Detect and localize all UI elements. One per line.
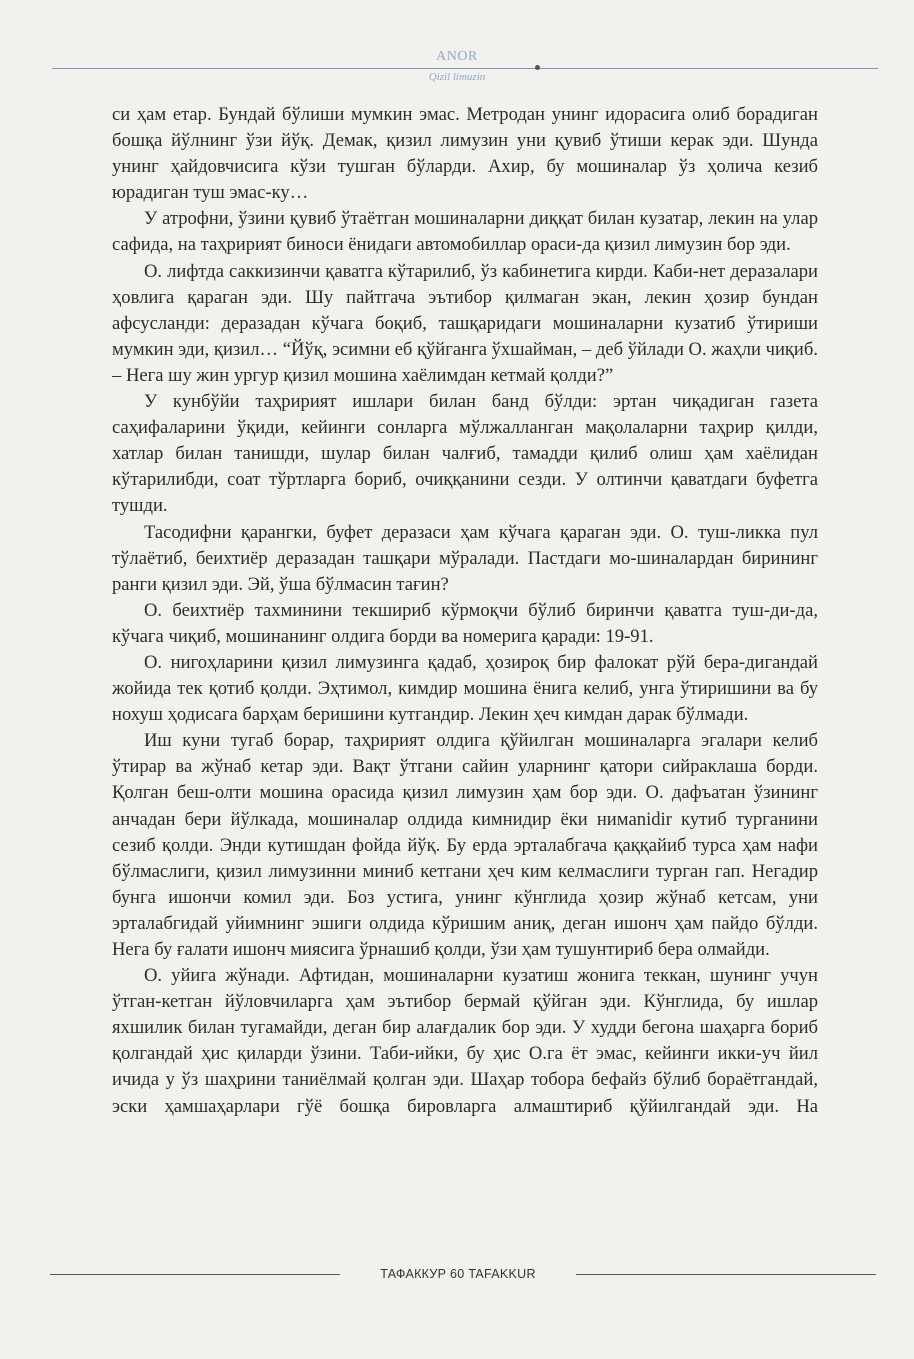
paragraph: О. беихтиёр тахминини текшириб кўрмоқчи бўлиб биринчи қаватга туш-ди-да, кўчага чиқиб, мошинанинг олдига борди ва номерига қаради: 19-91. [112, 599, 818, 647]
paragraph: О. нигоҳларини қизил лимузинга қадаб, ҳозироқ бир фалокат рўй бера-дигандай жойида тек қотиб қолди. Эҳтимол, кимдир мошина ёнига келиб, унга ўтиришини ва бу нохуш ҳодисага барҳам беришини кутгандир. Лекин ҳеч кимдан дарак бўлмади. [112, 651, 818, 726]
footer-folio: ТАФАККУР 60 TAFAKKUR [380, 1267, 536, 1281]
paragraph: Тасодифни қарангки, буфет деразаси ҳам кўчага қараган эди. О. туш-ликка пул тўлаётиб, беихтиёр деразадан ташқари мўралади. Пастдаги мо-шиналардан бирининг ранги қизил эди. Эй, ўша бўлмасин тағин? [112, 521, 818, 595]
paragraph: О. лифтда саккизинчи қаватга кўтарилиб, ўз кабинетига кирди. Каби-нет деразалари ҳовлига қараган эди. Шу пайтгача эътибор қилмаган экан, лекин ҳозир бундан афсусланди: деразадан кўчага боқиб, ташқаридаги мошиналарни кузатиб ўтириши мумкин эди, қизил… “Йўқ, эсимни еб қўйганга ўхшайман, – деб ўйлади О. жаҳли чиқиб. – Нега шу жин ургур қизил мошина хаёлимдан кетмай қолди?” [112, 260, 818, 386]
body-text [112, 102, 818, 1120]
header-rule [52, 68, 878, 69]
story-title: Qizil limuzin [428, 71, 486, 83]
paragraph: У кунбўйи таҳририят ишлари билан банд бўлди: эртан чиқадиган газета саҳифаларини ўқиди, кейинги сонларга мўлжалланган мақолаларни таҳрир қилди, хатлар билан танишди, шулар билан чалғиб, тамадди қилиб олиш ҳам хаёлидан кўтарилибди, соат тўртларга бориб, очиққанини сезди. У олтинчи қаватдаги буфетга тушди. [112, 391, 818, 517]
footer-rule-left [50, 1274, 340, 1275]
paragraph: У атрофни, ўзини қувиб ўтаётган мошиналарни диққат билан кузатар, лекин на улар сафида, на таҳририят биноси ёнидаги автомобиллар ораси-да қизил лимузин бор эди. [112, 208, 818, 256]
section-title: ANOR [436, 49, 478, 64]
paragraph: си ҳам етар. Бундай бўлиши мумкин эмас. Метродан унинг идорасига олиб борадиган бошқа йўлнинг ўзи йўқ. Демак, қизил лимузин уни қувиб ўтиши керак эди. Шунда унинг ҳайдовчисига кўзи тушган бўларди. Ахир, бу мошиналар ўз ҳолича кезиб юрадиган туш эмас-ку… [112, 104, 818, 204]
footer-rule-right [576, 1274, 876, 1275]
page-footer [0, 1266, 914, 1282]
header-dot [535, 65, 540, 70]
paragraph: Иш куни тугаб борар, таҳририят олдига қўйилган мошиналарга эгалари келиб ўтирар ва жўнаб кетар эди. Вақт ўтгани сайин уларнинг қатори сийраклаша борди. Қолган беш-олти мошина орасида қизил лимузин ҳам бор эди. О. дафъатан ўзининг анчадан бери йўлкада, мошиналар олдида кимнидир ёки нимanidir кутиб турганини сезиб қолди. Энди кутишдан фойда йўқ. Бу ерда эрталабгача қаққайиб турса ҳам нафи бўлмаслиги, қизил лимузинни миниб кетгани ҳеч ким келмаслиги турган гап. Негадир бунга ишончи комил эди. Боз устига, унинг кўнглида ҳозир жўнаб кетсам, уни эрталабгидай уйимнинг эшиги олдида кўришим аниқ, деган ишонч ҳам пайдо бўлди. Нега бу ғалати ишонч миясига ўрнашиб қолди, ўзи ҳам тушунтириб бера олмайди. [112, 730, 818, 960]
paragraph: О. уйига жўнади. Афтидан, мошиналарни кузатиш жонига теккан, шунинг учун ўтган-кетган йўловчиларга ҳам эътибор бермай қўйган эди. Кўнглида, бу ишлар яхшилик билан тугамайди, деган бир алағдалик бор эди. У худди бегона шаҳарга бориб қолгандай ҳис қиларди ўзини. Таби-ийки, бу ҳис О.га ёт эмас, кейинги икки-уч йил ичида у ўз шаҳрини таниёлмай қолган эди. Шаҳар тобора бефайз бўлиб бораётгандай, эски ҳамшаҳарлари гўё бошқа бировларга алмаштириб қўйилгандай эди. На [112, 965, 818, 1117]
running-header [0, 49, 914, 83]
